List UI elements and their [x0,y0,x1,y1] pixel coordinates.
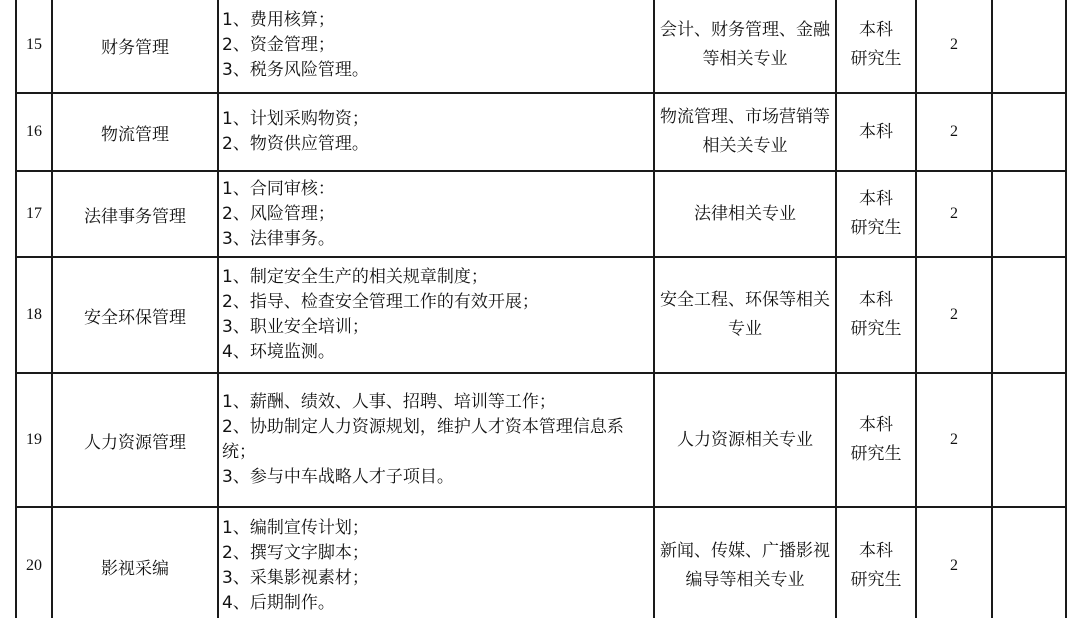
headcount: 2 [950,306,958,323]
row-number: 18 [26,306,42,323]
major-requirement-cell [654,507,836,618]
row-number: 17 [26,205,42,222]
duty-item: 1、合同审核： [222,178,335,199]
duty-item: 2、指导、检查安全管理工作的有效开展； [222,292,539,312]
table-row [16,257,1066,373]
table-row [16,507,1066,618]
headcount: 2 [950,205,958,222]
duties-cell [218,257,654,373]
duties-cell [218,373,654,507]
education-level: 研究生 [850,570,902,590]
major-requirement-cell [654,171,836,257]
duty-item: 3、采集影视素材； [222,568,369,588]
education-level: 本科 [859,20,893,40]
notes-cell [992,507,1066,618]
education-cell [836,171,916,257]
headcount-cell [916,0,992,93]
recruitment-table-page [15,0,1080,618]
notes-cell [992,93,1066,171]
major-requirement: 法律相关专业 [694,203,796,224]
notes-cell [992,0,1066,93]
education-level: 研究生 [850,444,902,464]
row-number: 20 [26,557,42,574]
duty-item: 3、职业安全培训； [222,317,369,337]
job-positions-table [15,0,1067,618]
education-cell [836,373,916,507]
position-name-cell [52,507,218,618]
duty-item: 2、撰写文字脚本； [222,543,369,563]
position-name-cell [52,93,218,171]
table-row [16,171,1066,257]
position-name: 法律事务管理 [84,206,186,227]
row-number-cell [16,0,52,93]
major-requirement: 新闻、传媒、广播影视编导等相关专业 [660,541,830,590]
table-row [16,373,1066,507]
major-requirement-cell [654,257,836,373]
education-cell [836,507,916,618]
notes-cell [992,171,1066,257]
duty-item: 2、协助制定人力资源规划，维护人才资本管理信息系统； [222,417,624,462]
headcount-cell [916,373,992,507]
education-level: 研究生 [850,49,902,69]
duty-item: 1、费用核算； [222,9,335,30]
duty-item: 4、环境监测。 [222,342,335,362]
education-cell [836,93,916,171]
major-requirement-cell [654,93,836,171]
duty-item: 1、计划采购物资； [222,109,369,129]
position-name: 安全环保管理 [84,307,186,328]
duties-cell [218,507,654,618]
headcount: 2 [950,431,958,448]
education-level: 本科 [859,415,893,435]
education-level: 本科 [859,189,893,209]
major-requirement: 人力资源相关专业 [677,429,813,450]
major-requirement: 物流管理、市场营销等相关关专业 [660,107,830,156]
duty-item: 1、编制宣传计划； [222,518,369,538]
row-number-cell [16,93,52,171]
headcount-cell [916,171,992,257]
duty-item: 4、后期制作。 [222,593,335,613]
table-row [16,93,1066,171]
education-cell [836,257,916,373]
position-name-cell [52,171,218,257]
position-name: 人力资源管理 [84,432,186,453]
duty-item: 2、风险管理； [222,203,335,224]
education-level: 本科 [859,121,893,142]
education-level: 研究生 [850,319,902,339]
major-requirement-cell [654,0,836,93]
headcount-cell [916,93,992,171]
major-requirement-cell [654,373,836,507]
duty-item: 2、物资供应管理。 [222,134,369,154]
headcount: 2 [950,36,958,53]
education-level: 本科 [859,290,893,310]
position-name-cell [52,257,218,373]
duty-item: 1、制定安全生产的相关规章制度； [222,267,488,287]
row-number: 16 [26,123,42,140]
position-name-cell [52,0,218,93]
education-level: 本科 [859,541,893,561]
duty-item: 1、薪酬、绩效、人事、招聘、培训等工作； [222,392,556,412]
position-name: 财务管理 [101,37,169,58]
notes-cell [992,257,1066,373]
row-number-cell [16,373,52,507]
education-level: 研究生 [850,218,902,238]
headcount: 2 [950,557,958,574]
headcount-cell [916,507,992,618]
row-number-cell [16,507,52,618]
table-row [16,0,1066,93]
row-number-cell [16,171,52,257]
headcount-cell [916,257,992,373]
duties-cell [218,171,654,257]
position-name-cell [52,373,218,507]
duty-item: 2、资金管理； [222,34,335,55]
duty-item: 3、法律事务。 [222,228,335,249]
duty-item: 3、税务风险管理。 [222,59,369,80]
position-name: 物流管理 [101,124,169,145]
duty-item: 3、参与中车战略人才子项目。 [222,467,454,487]
major-requirement: 安全工程、环保等相关专业 [660,290,830,339]
row-number-cell [16,257,52,373]
table-body [16,0,1066,618]
duties-cell [218,0,654,93]
major-requirement: 会计、财务管理、金融等相关专业 [660,20,830,69]
notes-cell [992,373,1066,507]
position-name: 影视采编 [101,558,169,579]
headcount: 2 [950,123,958,140]
row-number: 15 [26,36,42,53]
education-cell [836,0,916,93]
row-number: 19 [26,431,42,448]
duties-cell [218,93,654,171]
